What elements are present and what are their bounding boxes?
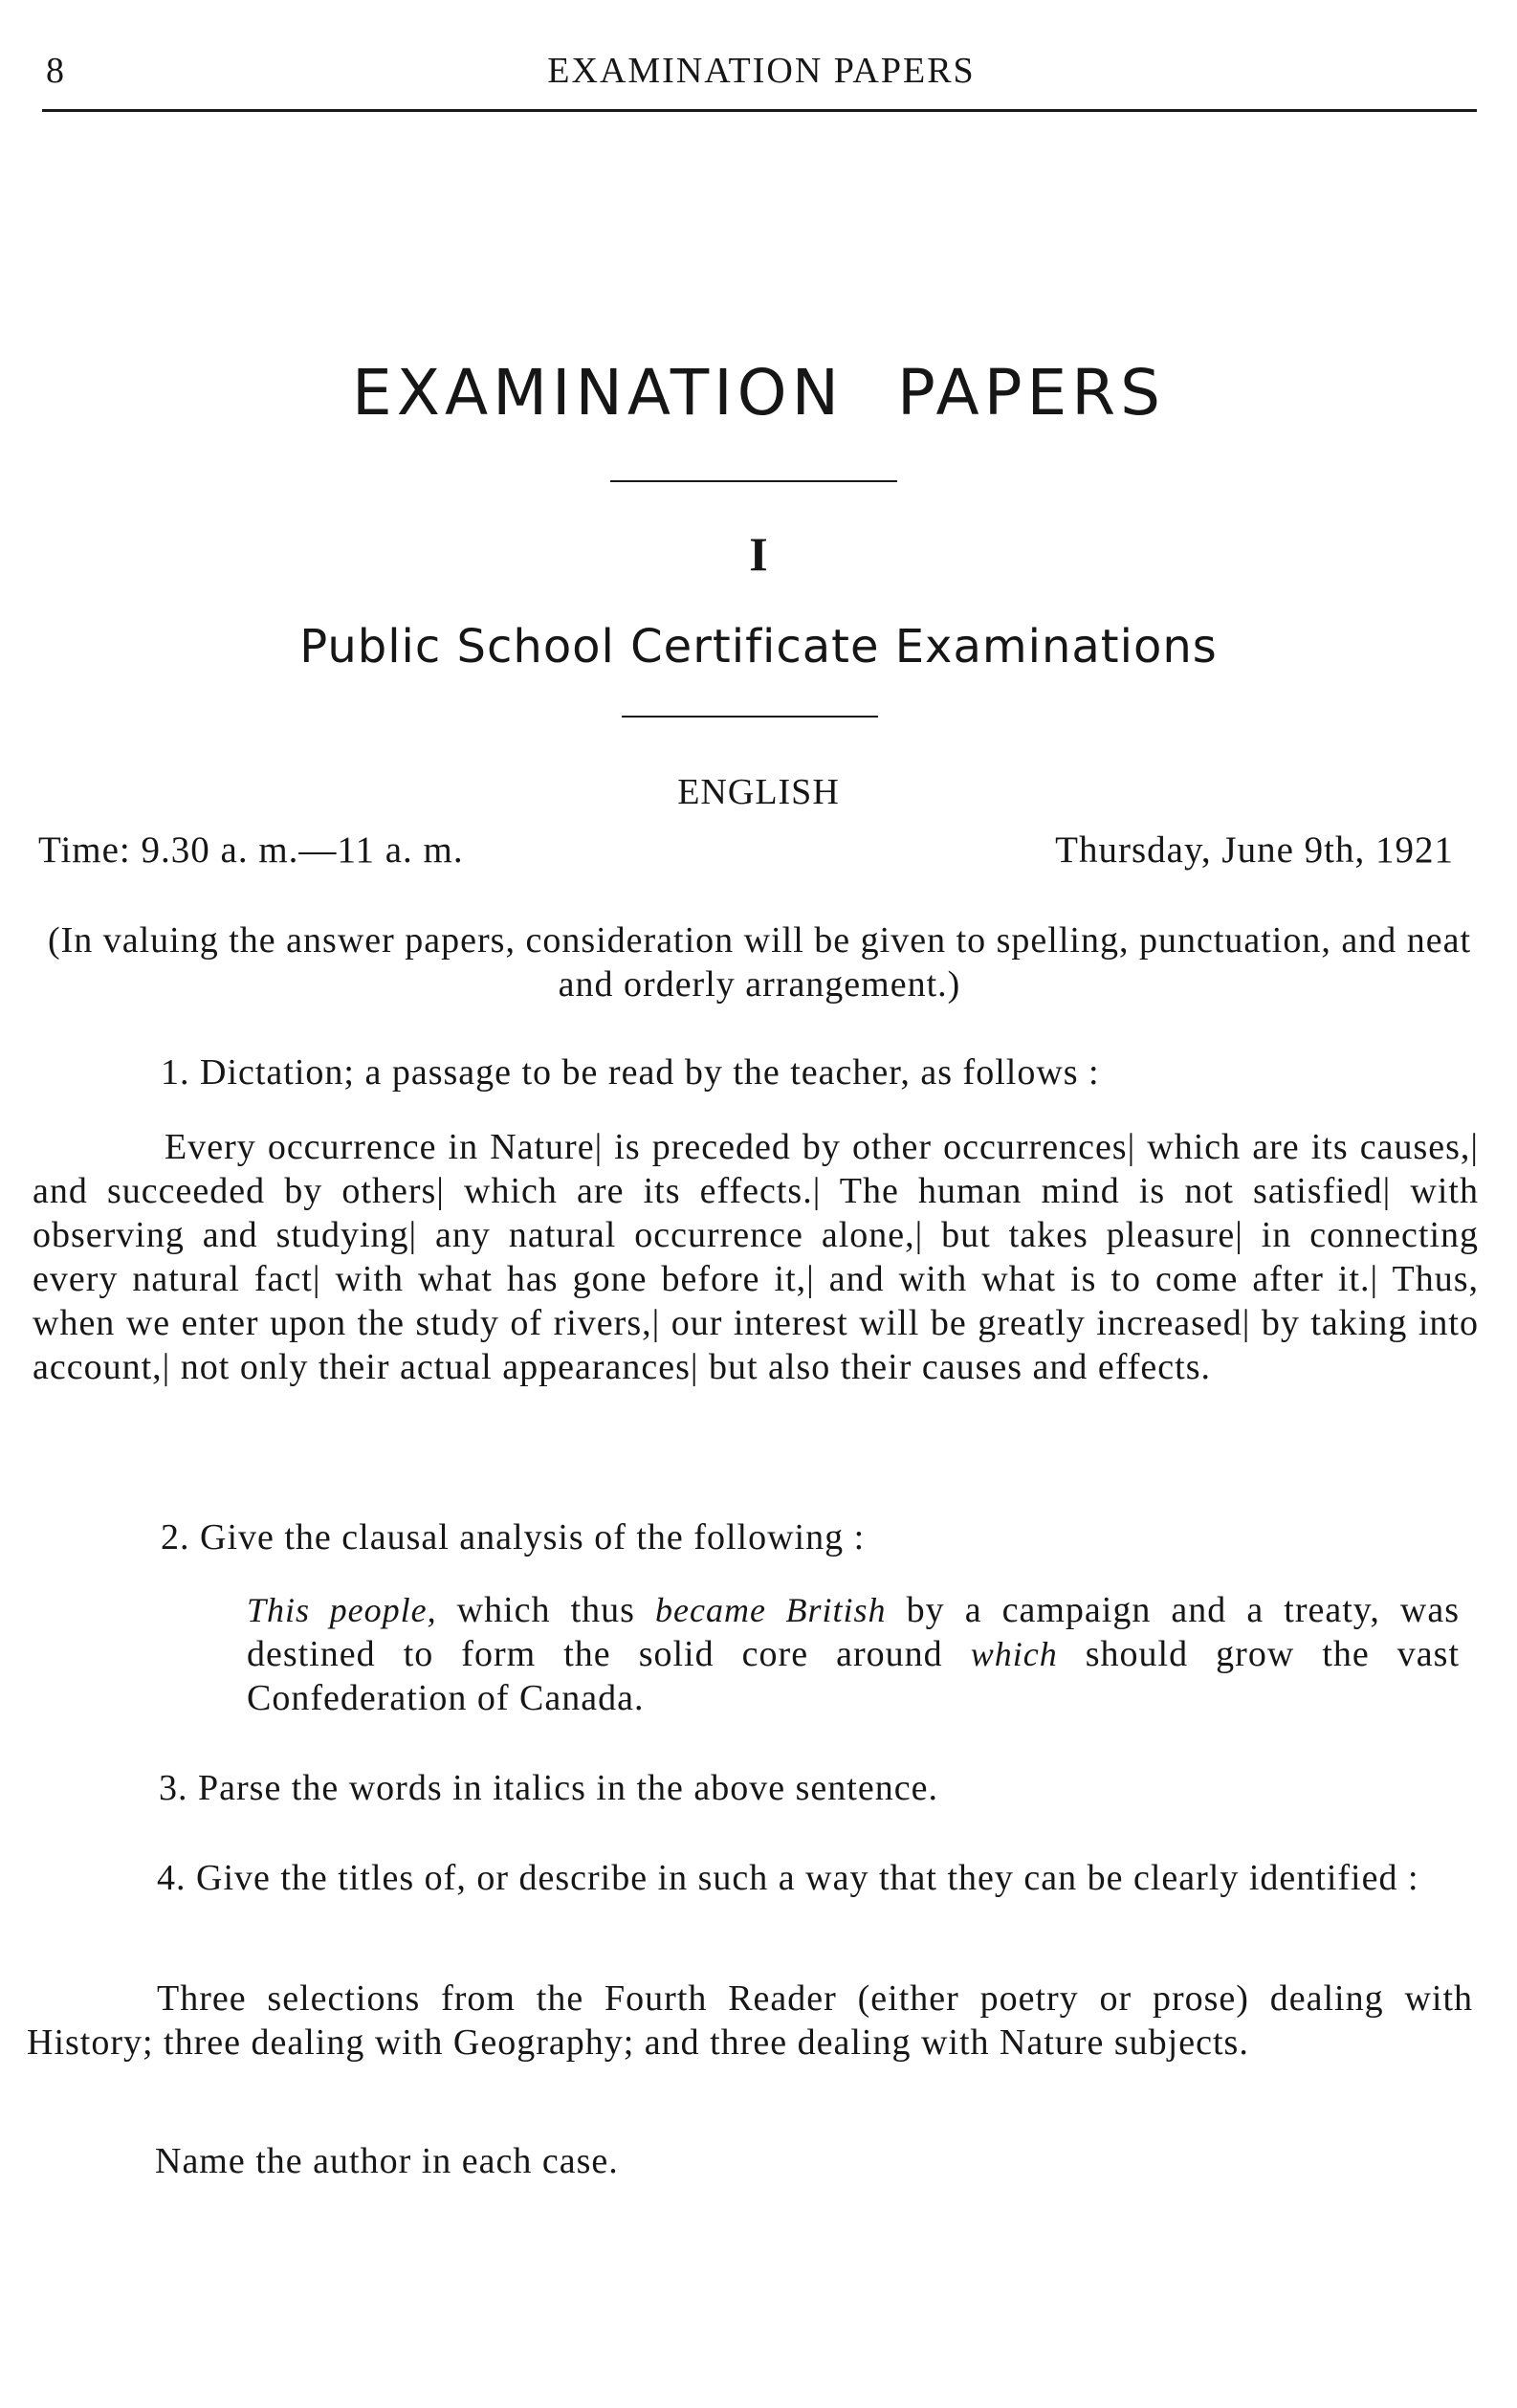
selections-instruction: Three selections from the Fourth Reader (either poetry or prose) dealing with History; three dealing with Geography; and three dealing with Nature subjects. [27, 1978, 1473, 2063]
question-2: 2. Give the clausal analysis of the following : [161, 1517, 866, 1557]
question-4: 4. Give the titles of, or describe in such a way that they can be clearly identified : [157, 1858, 1419, 1898]
title-divider [610, 480, 897, 482]
italic-became-british: became British [655, 1591, 887, 1629]
passage-text-3: should grow the vast Confederation of Canada. [247, 1634, 1461, 1718]
question-3: 3. Parse the words in italics in the above sentence. [159, 1768, 938, 1808]
name-author-instruction: Name the author in each case. [155, 2141, 619, 2181]
page-number: 8 [46, 51, 64, 91]
grading-note: (In valuing the answer papers, consideration will be given to spelling, punctuation, and neat and orderly arrangement.) [47, 920, 1472, 1005]
exam-date: Thursday, June 9th, 1921 [1055, 829, 1454, 871]
question-1: 1. Dictation; a passage to be read by the teacher, as follows : [161, 1052, 1100, 1093]
header-rule [42, 109, 1477, 112]
passage-text-2: by a campaign and a treaty, was destined to form the solid core around [247, 1590, 1461, 1674]
main-title: EXAMINATION PAPERS [352, 356, 1165, 430]
running-title: EXAMINATION PAPERS [547, 51, 976, 91]
italic-which: which [970, 1635, 1058, 1673]
analysis-passage [247, 1588, 1460, 1720]
passage-text-1: which thus [436, 1590, 656, 1630]
subject-heading: ENGLISH [677, 772, 840, 812]
dictation-passage: Every occurrence in Nature| is preceded by other occurrences| which are its causes,| and succeeded by others| which are its effects.| The human mind is not satisfied| with observing and studying| any natural occurrence alone,| but takes pleasure| in connecting every natural fact| with what has gone before it,| and with what is to come after it.| Thus, when we enter upon the study of rivers,| our interest will be greatly increased| by taking into account,| not only their actual appearances| but also their causes and effects. [33, 1127, 1479, 1387]
section-numeral: I [749, 527, 768, 581]
exam-title-divider [622, 716, 878, 718]
exam-time: Time: 9.30 a. m.—11 a. m. [38, 829, 464, 871]
italic-this-people: This people, [247, 1591, 437, 1629]
running-header [46, 50, 1477, 96]
exam-title: Public School Certificate Examinations [299, 620, 1218, 674]
